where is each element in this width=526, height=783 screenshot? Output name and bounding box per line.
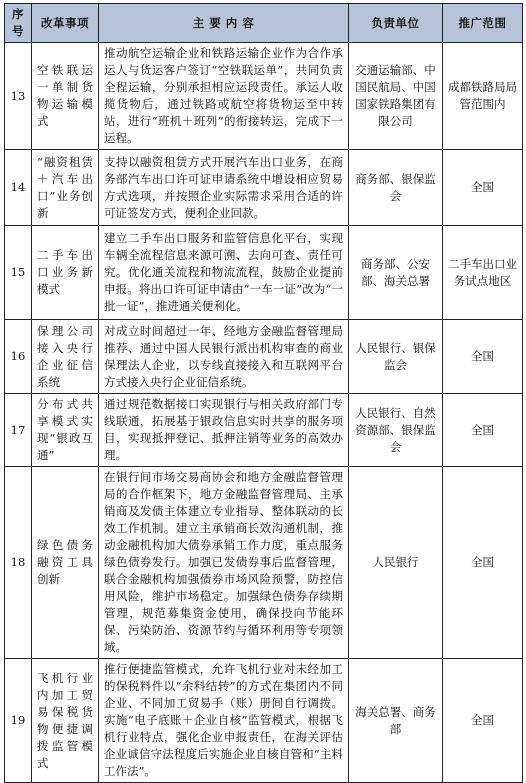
reform-item: 保理公司接入央行企业征信系统 [32,320,99,394]
row-number: 17 [5,394,32,467]
promotion-scope: 二手车出口业务试点地区 [443,226,523,320]
reform-content: 建立二手车出口服务和监管信息化平台，实现车辆全流程信息来源可溯、去向可查、责任可究。优化通关流程和物流流程，鼓励企业提前申报。将出口许可证申请由“一车一证”改为“一批一证”，推进通关便利化。 [99,226,349,320]
reform-item: 空铁联运一单制货物运输模式 [32,43,99,150]
row-number: 19 [5,659,32,783]
reform-item: “融资租赁＋汽车出口”业务创新 [32,150,99,226]
promotion-scope: 全国 [443,467,523,659]
promotion-scope: 全国 [443,659,523,783]
table-row [5,320,523,394]
row-number: 15 [5,226,32,320]
reform-content: 推行便捷监管模式，允许飞机行业对未经加工的保税料件以“余料结转”的方式在集团内不同企业、不同加工贸易手（账）册间自行调拨。实施“电子底账＋企业自核”监管模式，根据飞机行业特点，强化企业申报责任，在海关评估企业诚信守法程度后实施企业自核自管和“主料工作法”。 [99,659,349,783]
reform-item: 二手车出口业务新模式 [32,226,99,320]
promotion-scope: 全国 [443,150,523,226]
responsible-unit: 人民银行 [349,467,443,659]
header-unit: 负责单位 [349,4,443,43]
table-row [5,394,523,467]
header-no: 序号 [5,4,32,43]
reform-content: 通过规范数据接口实现银行与相关政府部门专线联通，拓展基于银政信息实时共享的服务项目，实现抵押登记、抵押注销等业务的高效办理。 [99,394,349,467]
reform-item: 飞机行业内加工贸易保税货物便捷调拨监管模式 [32,659,99,783]
header-content: 主 要 内 容 [99,4,349,43]
row-number: 18 [5,467,32,659]
promotion-scope: 全国 [443,394,523,467]
row-number: 14 [5,150,32,226]
table-row [5,467,523,659]
promotion-scope: 全国 [443,320,523,394]
table-row [5,150,523,226]
table-header-row [5,4,523,43]
table-row [5,659,523,783]
header-scope: 推广范围 [443,4,523,43]
responsible-unit: 人民银行、自然资源部、银保监会 [349,394,443,467]
reform-item: 分布式共享模式实现“银政互通” [32,394,99,467]
reform-content: 推动航空运输企业和铁路运输企业作为合作承运人与货运客户签订“空铁联运单”，共同负责全程运输，分别承担相应运段责任。承运人收揽货物后，通过铁路或航空将货物运至中转站，进行“班机＋班列”的衔接转运，完成下一运程。 [99,43,349,150]
row-number: 16 [5,320,32,394]
responsible-unit: 海关总署、商务部 [349,659,443,783]
responsible-unit: 商务部、银保监会 [349,150,443,226]
header-item: 改革事项 [32,4,99,43]
reform-content: 对成立时间超过一年、经地方金融监督管理局推荐、通过中国人民银行派出机构审查的商业保理法人企业，以专线直接接入和互联网平台方式接入央行企业征信系统。 [99,320,349,394]
reform-table [4,3,523,783]
promotion-scope: 成都铁路局局管范围内 [443,43,523,150]
reform-content: 支持以融资租赁方式开展汽车出口业务，在商务部汽车出口许可证申请系统中增设相应贸易方式选项，并按照企业实际需求采用合适的许可证签发方式，便利企业回款。 [99,150,349,226]
responsible-unit: 人民银行、银保监会 [349,320,443,394]
reform-item: 绿色债务融资工具创新 [32,467,99,659]
reform-content: 在银行间市场交易商协会和地方金融监督管理局的合作框架下，地方金融监督管理局、主承销商及发债主体建立专业指导、整体联动的长效工作机制。建立主承销商长效沟通机制，推动金融机构加大债券承销工作力度，重点服务绿色债券发行。加强已发债券事后监督管理，联合金融机构加强债券市场风险预警，防控信用风险，维护市场稳定。加强绿色债券存续期管理，规范募集资金使用，确保投向节能环保、污染防治、资源节约与循环利用等专项领域。 [99,467,349,659]
responsible-unit: 商务部、公安部、海关总署 [349,226,443,320]
table-row [5,226,523,320]
responsible-unit: 交通运输部、中国民航局、中国国家铁路集团有限公司 [349,43,443,150]
row-number: 13 [5,43,32,150]
table-row [5,43,523,150]
